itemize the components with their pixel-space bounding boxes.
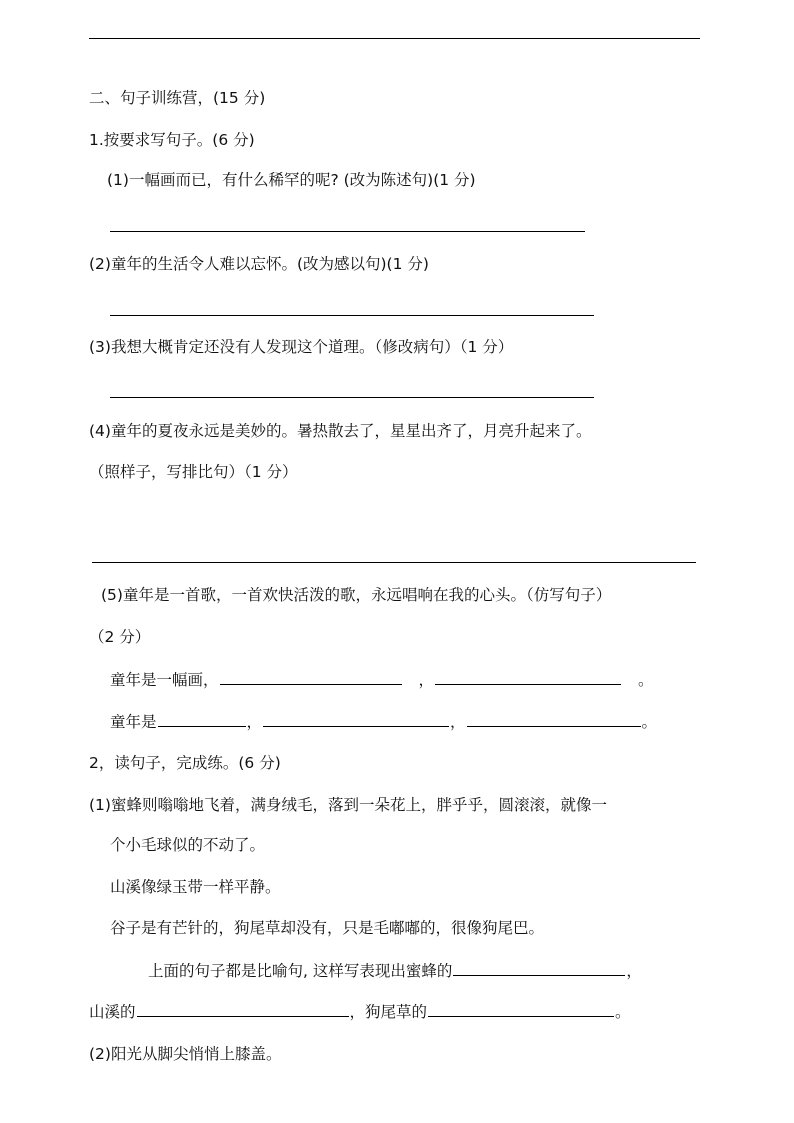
q1-item5-line2: （2 分） bbox=[89, 628, 151, 646]
fill-b-blank-2[interactable] bbox=[263, 712, 449, 727]
q1-item1: (1)一幅画而已，有什么稀罕的呢? (改为陈述句)(1 分) bbox=[107, 171, 476, 189]
fill-a-end: 。 bbox=[638, 671, 654, 689]
fill-b-comma-2: ， bbox=[450, 713, 466, 731]
q2-fill-b-blank-1[interactable] bbox=[137, 1002, 349, 1017]
fill-b-blank-3[interactable] bbox=[467, 712, 641, 727]
q1-item4-answer-line[interactable] bbox=[92, 562, 696, 563]
q1-item4-line1: (4)童年的夏夜永远是美妙的。暑热散去了，星星出齐了，月亮升起来了。 bbox=[89, 422, 592, 440]
q2-sentence-3: 谷子是有芒针的，狗尾草却没有，只是毛嘟嘟的，很像狗尾巴。 bbox=[110, 919, 545, 937]
q1-title: 1.按要求写句子。(6 分) bbox=[89, 131, 255, 149]
q1-item3: (3)我想大概肯定还没有人发现这个道理。（修改病句）（1 分） bbox=[89, 338, 514, 356]
fill-b-prefix: 童年是 bbox=[110, 713, 157, 731]
fill-b-end: 。 bbox=[641, 713, 658, 731]
q2-item2: (2)阳光从脚尖悄悄上膝盖。 bbox=[89, 1045, 282, 1063]
q2-item1-line1: (1)蜜蜂则嗡嗡地飞着，满身绒毛，落到一朵花上，胖乎乎，圆滚滚，就像一 bbox=[89, 796, 607, 814]
q1-item5-line1: (5)童年是一首歌，一首欢快活泼的歌，永远唱响在我的心头。（仿写句子） bbox=[101, 586, 612, 604]
q2-fill-b-end: 。 bbox=[615, 1003, 631, 1021]
q2-item1-line2: 个小毛球似的不动了。 bbox=[110, 836, 266, 854]
q1-item1-answer-line[interactable] bbox=[110, 231, 585, 232]
q2-fill-a-blank[interactable] bbox=[453, 961, 625, 976]
fill-b-comma-1: ， bbox=[246, 713, 263, 731]
fill-a-blank-1[interactable] bbox=[220, 670, 402, 685]
q2-fill-b bbox=[89, 1002, 631, 1022]
q2-sentence-2: 山溪像绿玉带一样平静。 bbox=[110, 878, 281, 896]
q1-item2-answer-line[interactable] bbox=[110, 315, 594, 316]
q1-item3-answer-line[interactable] bbox=[110, 397, 594, 398]
fill-a-comma: ， bbox=[418, 671, 435, 689]
q2-fill-b-blank-2[interactable] bbox=[428, 1002, 614, 1017]
q2-fill-a bbox=[148, 961, 642, 981]
q1-item5-fill-a bbox=[110, 670, 654, 690]
section-title: 二、句子训练营，(15 分) bbox=[89, 89, 266, 107]
fill-b-blank-1[interactable] bbox=[158, 712, 246, 727]
q1-item5-fill-b bbox=[110, 712, 657, 732]
q2-fill-a-text: 上面的句子都是比喻句, 这样写表现出蜜蜂的 bbox=[148, 962, 453, 980]
q2-fill-a-end: ， bbox=[626, 962, 642, 980]
fill-a-blank-2[interactable] bbox=[435, 670, 621, 685]
header-rule bbox=[89, 38, 700, 39]
fill-a-prefix: 童年是一幅画， bbox=[110, 671, 219, 689]
q2-title: 2，读句子，完成练。(6 分) bbox=[89, 754, 281, 772]
q1-item4-line2: （照样子，写排比句）（1 分） bbox=[89, 463, 298, 481]
q1-item2: (2)童年的生活令人难以忘怀。(改为感以句)(1 分) bbox=[89, 255, 429, 273]
q2-fill-b-mid: ，狗尾草的 bbox=[349, 1003, 428, 1021]
q2-fill-b-prefix: 山溪的 bbox=[89, 1003, 136, 1021]
